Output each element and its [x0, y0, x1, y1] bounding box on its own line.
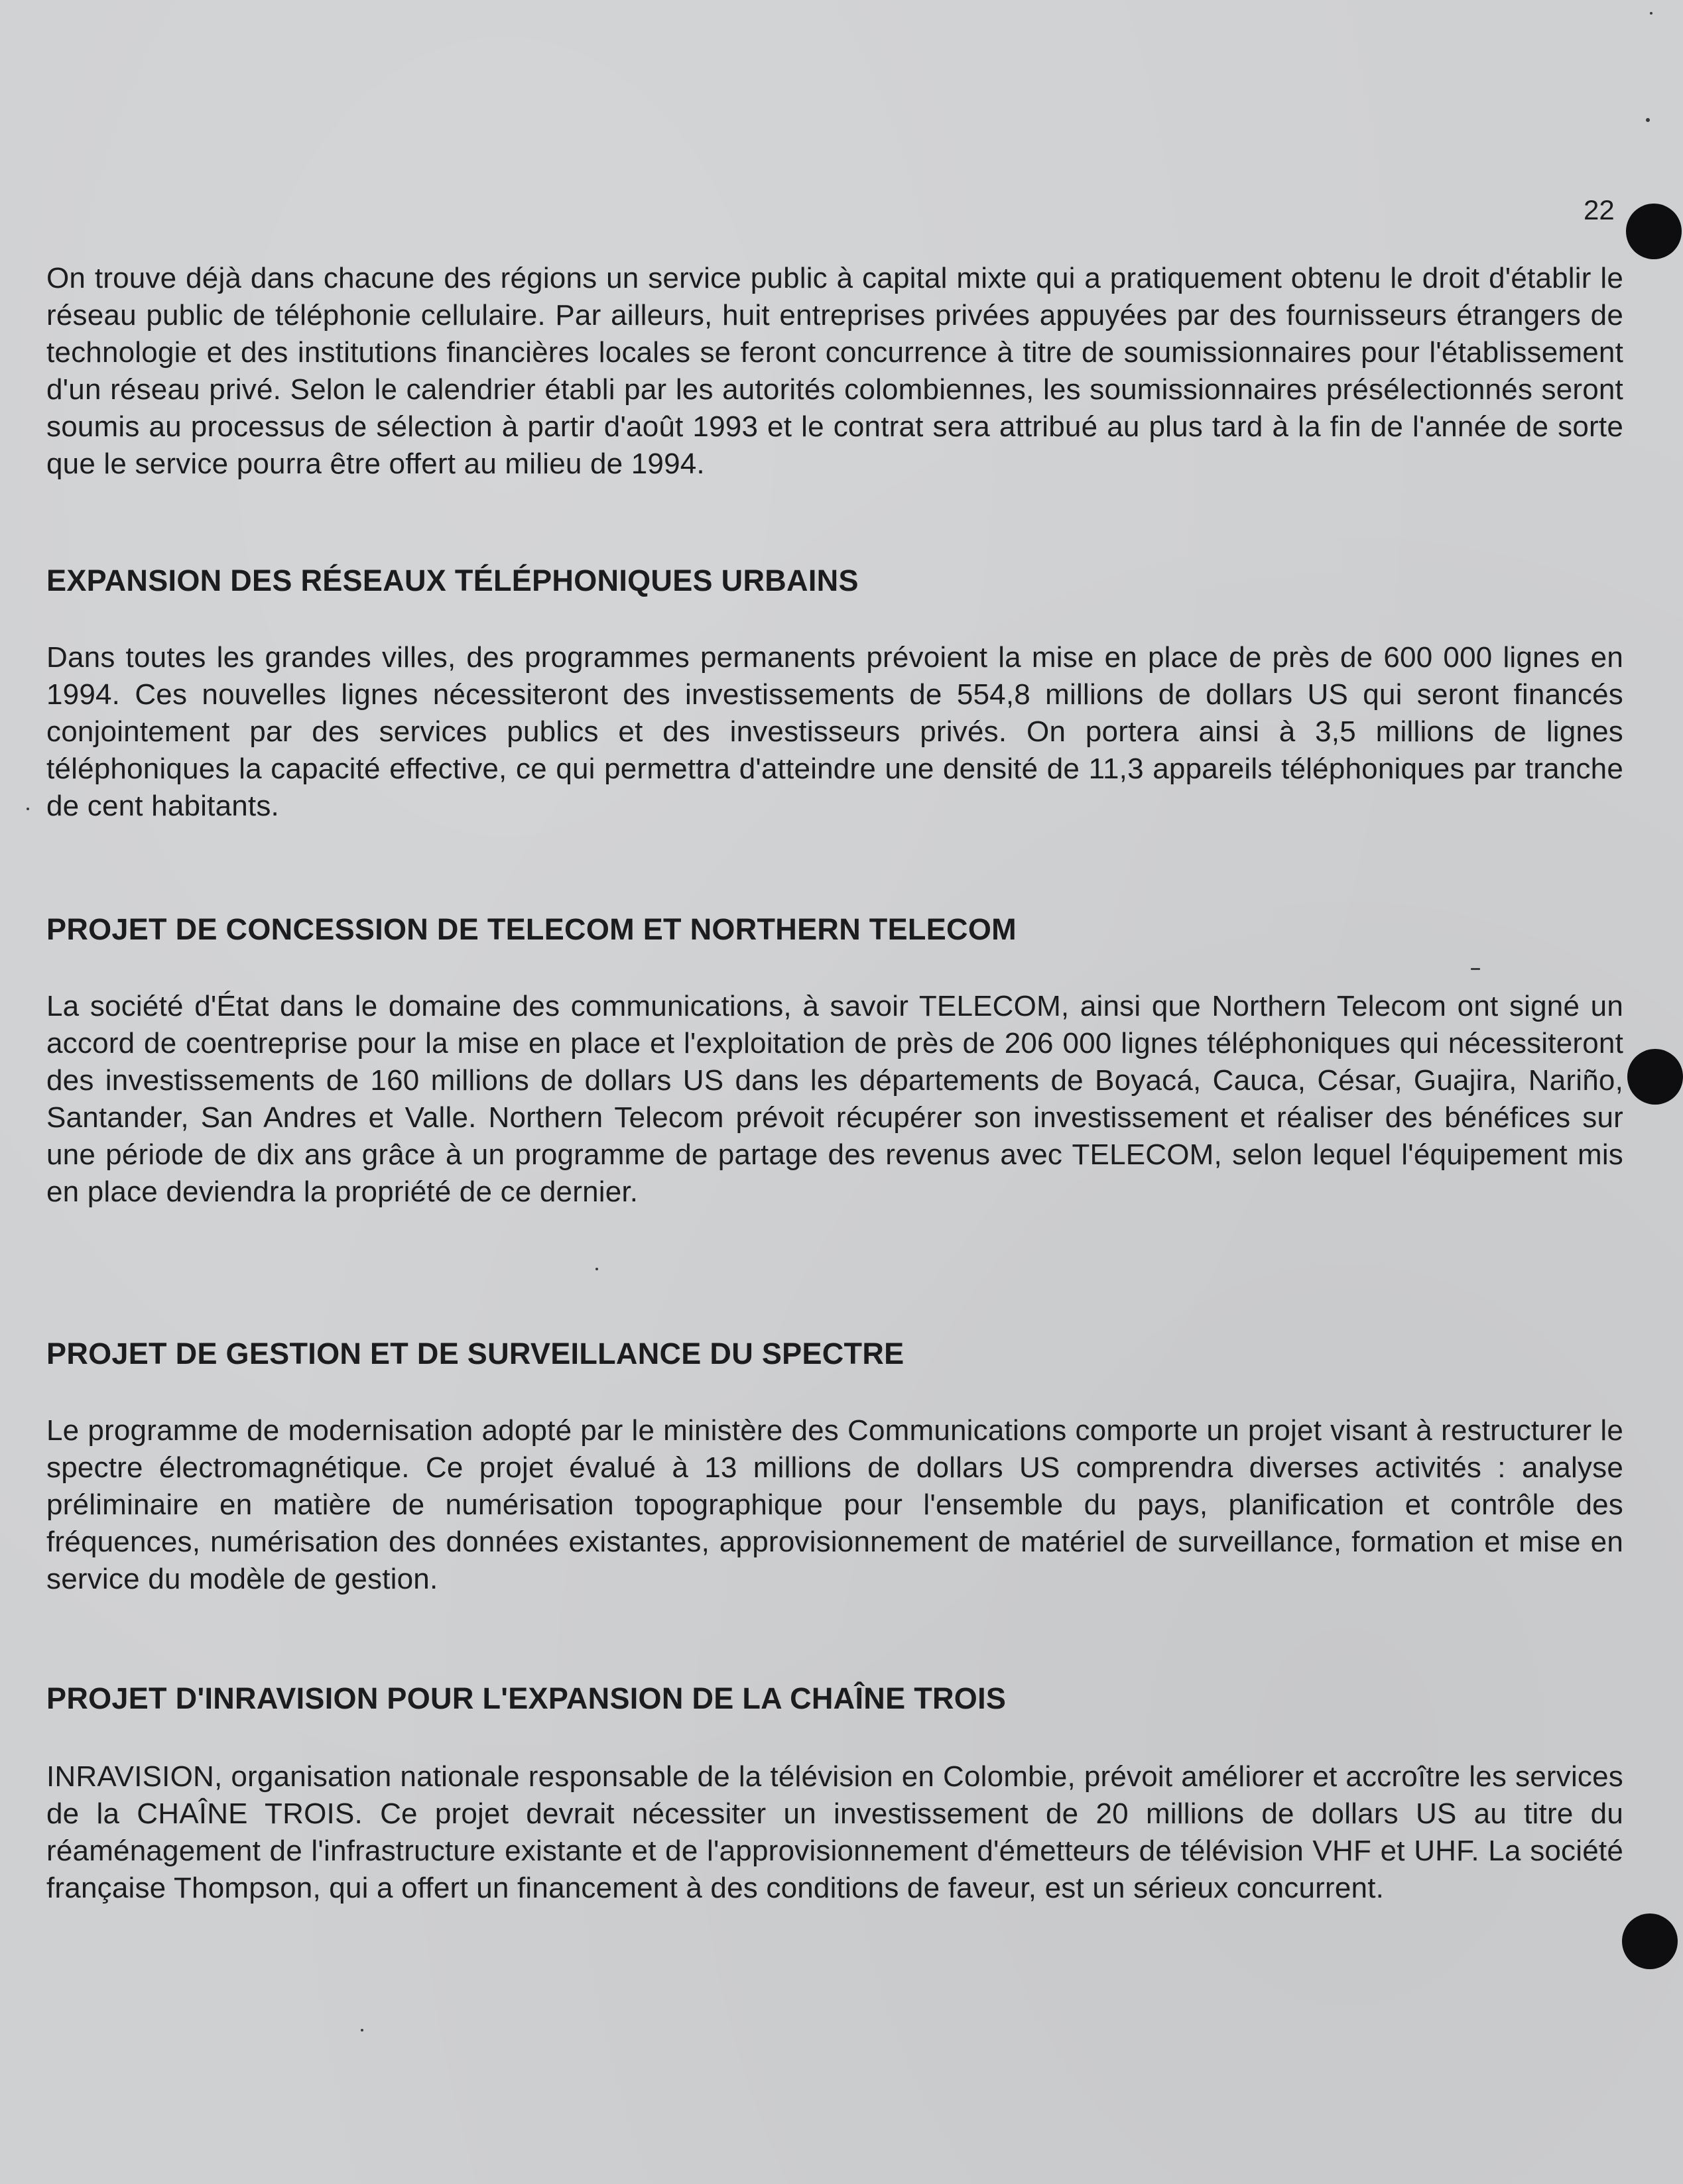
binder-hole-middle — [1627, 1049, 1683, 1105]
paragraph-intro: On trouve déjà dans chacune des régions un service public à capital mixte qui a pratiquement obtenu le droit d'établir le réseau public de téléphonie cellulaire. Par ailleurs, huit entreprises privées appuyées par des fournisseurs étrangers de technologie et des institutions financières locales se feront concurrence à titre de soumissionnaires pour l'établissement d'un réseau privé. Selon le calendrier établi par les autorités colombiennes, les soumissionnaires présélectionnés seront soumis au processus de sélection à partir d'août 1993 et le contrat sera attribué au plus tard à la fin de l'année de sorte que le service pourra être offert au milieu de 1994. — [46, 262, 1623, 480]
paragraph-telecom-concession: La société d'État dans le domaine des communications, à savoir TELECOM, ainsi que Northern Telecom ont signé un accord de coentreprise pour la mise en place et l'exploitation de près de 206 000 lignes téléphoniques qui nécessiteront des investissements de 160 millions de dollars US dans les départements de Boyacá, Cauca, César, Guajira, Nariño, Santander, San Andres et Valle. Northern Telecom prévoit récupérer son investissement et réaliser des bénéfices sur une période de dix ans grâce à un programme de partage des revenus avec TELECOM, selon lequel l'équipement mis en place deviendra la propriété de ce dernier. — [46, 990, 1623, 1208]
paragraph-spectrum: Le programme de modernisation adopté par le ministère des Communications comporte un projet visant à restructurer le spectre électromagnétique. Ce projet évalué à 13 millions de dollars US comprendra diverses activités : analyse préliminaire en matière de numérisation topographique pour l'ensemble du pays, planification et contrôle des fréquences, numérisation des données existantes, approvisionnement de matériel de surveillance, formation et mise en service du modèle de gestion. — [46, 1414, 1623, 1595]
section-telecom-concession-body — [46, 988, 1623, 1211]
section-inravision — [46, 1680, 1623, 1717]
scan-speck — [1471, 968, 1480, 970]
section-heading: PROJET D'INRAVISION POUR L'EXPANSION DE LA CHAÎNE TROIS — [46, 1681, 1007, 1715]
section-spectrum-body — [46, 1412, 1623, 1598]
binder-hole-top — [1626, 204, 1682, 259]
section-heading: PROJET DE CONCESSION DE TELECOM ET NORTHERN TELECOM — [46, 912, 1017, 946]
section-urban-networks — [46, 562, 1623, 599]
section-intro — [46, 260, 1623, 483]
scan-speck — [27, 808, 29, 810]
section-heading: PROJET DE GESTION ET DE SURVEILLANCE DU SPECTRE — [46, 1337, 904, 1370]
page-number: 22 — [1584, 194, 1615, 225]
scan-speck — [1650, 12, 1652, 15]
scan-speck — [595, 1268, 598, 1270]
paragraph-inravision: INRAVISION, organisation nationale responsable de la télévision en Colombie, prévoit améliorer et accroître les services de la CHAÎNE TROIS. Ce projet devrait nécessiter un investissement de 20 millions de dollars US au titre du réaménagement de l'infrastructure existante et de l'approvisionnement d'émetteurs de télévision VHF et UHF. La société française Thompson, qui a offert un financement à des conditions de faveur, est un sérieux concurrent. — [46, 1760, 1623, 1904]
scan-speck — [1646, 118, 1650, 122]
section-inravision-body — [46, 1758, 1623, 1907]
section-spectrum — [46, 1335, 1623, 1372]
paragraph-urban-networks: Dans toutes les grandes villes, des programmes permanents prévoient la mise en place de près de 600 000 lignes en 1994. Ces nouvelles lignes nécessiteront des investissements de 554,8 millions de dollars US qui seront financés conjointement par des services publics et des investisseurs privés. On portera ainsi à 3,5 millions de lignes téléphoniques la capacité effective, ce qui permettra d'atteindre une densité de 11,3 appareils téléphoniques par tranche de cent habitants. — [46, 641, 1623, 822]
binder-hole-bottom — [1622, 1913, 1678, 1969]
section-telecom-concession — [46, 911, 1623, 948]
scan-speck — [361, 2029, 363, 2032]
section-urban-networks-body — [46, 639, 1623, 825]
section-heading: EXPANSION DES RÉSEAUX TÉLÉPHONIQUES URBAINS — [46, 564, 859, 597]
